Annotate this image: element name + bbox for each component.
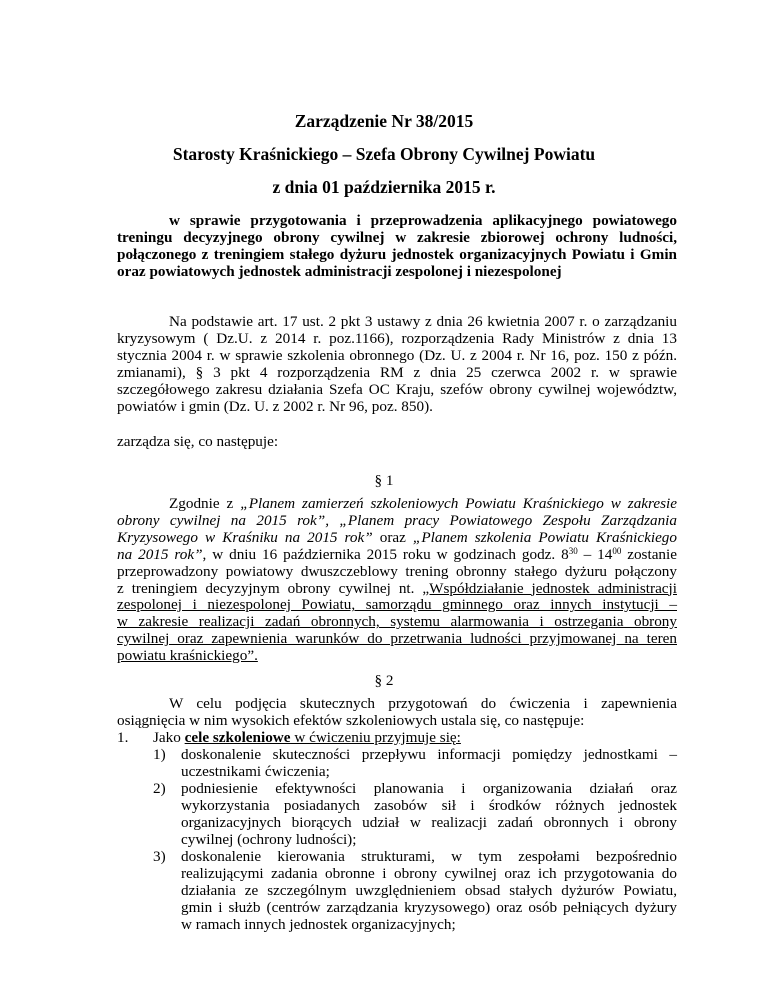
sub-line: doskonalenie kierowania strukturami, w tym zespołami bezpośrednio [181, 848, 677, 865]
list-item-1 [117, 730, 677, 747]
preamble-line: powiatów i gmin (Dz. U. z 2002 r. Nr 96, poz. 850). [117, 397, 433, 415]
preamble-line: zmianami), § 3 pkt 4 rozporządzenia RM z dnia 25 czerwca 2002 r. w sprawie [117, 363, 677, 381]
sub-item-text [181, 781, 677, 849]
time-sup: 30 [568, 545, 578, 556]
subject-line: w sprawie przygotowania i przeprowadzenia aplikacyjnego powiatowego [169, 212, 677, 229]
section-1-mark: § 1 [374, 472, 394, 489]
section-1-line [117, 530, 677, 547]
subject-line: treningu decyzyjnego obrony cywilnej w zakresie zbiorowej ochrony ludności, [117, 228, 677, 246]
sub-line: uczestnikami ćwiczenia; [181, 762, 330, 780]
text-run: Kryzysowego w Kraśniku na 2015 rok” [117, 528, 373, 546]
section-1-line: przeprowadzony powiatowy dwuszczeblowy trening obronny stałego dyżuru połączony [117, 562, 677, 580]
plan-title-1: „Planem zamierzeń szkoleniowych Powiatu Kraśnickiego w zakresie [240, 495, 678, 512]
subject-line: połączonego z treningiem stałego dyżuru jednostek organizacyjnych Powiatu i Gmin [117, 245, 677, 263]
text-run: „Planem szkolenia Powiatu Kraśnickiego [412, 528, 677, 546]
subject-line: oraz powiatowych jednostek administracji zespolonej i niezespolonej [117, 262, 562, 280]
preamble-line: stycznia 2004 r. w sprawie szkolenia obronnego (Dz. U. z 2004 r. Nr 16, poz. 150 z późn. [117, 346, 677, 364]
text-run: , w dniu 16 października 2015 roku w godzinach godz. 8 [202, 545, 569, 563]
text-run: oraz [372, 528, 413, 546]
section-2-intro [117, 696, 677, 730]
sub-line: podniesienie efektywności planowania i organizowania działań oraz [181, 780, 677, 797]
list-number: 1. [117, 729, 129, 746]
section-1-line: zespolonej i niezespolonej Powiatu, samorządu gminnego oraz innych instytucji – [117, 596, 677, 614]
sub-item-text [181, 849, 677, 934]
sub-number: 3) [153, 848, 166, 865]
sub-number: 2) [153, 780, 166, 797]
sub-line: wykorzystania posiadanych zasobów sił i środków różnych jednostek [181, 796, 677, 814]
subject-block [117, 213, 677, 281]
text-run: Jako [153, 729, 185, 746]
section-1-line: obrony cywilnej na 2015 rok”, „Planem pracy Powiatowego Zespołu Zarządzania [117, 511, 677, 529]
preamble [117, 314, 677, 415]
list-item-text [153, 730, 461, 747]
text-run: w ćwiczeniu przyjmuje się: [290, 729, 461, 746]
preamble-line: Na podstawie art. 17 ust. 2 pkt 3 ustawy z dnia 26 kwietnia 2007 r. o zarządzaniu [169, 313, 677, 330]
section-2-line: W celu podjęcia skutecznych przygotowań do ćwiczenia i zapewnienia [169, 695, 677, 712]
document-issuer: Starosty Kraśnickiego – Szefa Obrony Cywilnej Powiatu [172, 144, 596, 164]
preamble-line: kryzysowym ( Dz.U. z 2014 r. poz.1166), rozporządzenia Rady Ministrów z dnia 13 [117, 329, 677, 347]
training-topic: „Współdziałanie jednostek administracji [422, 579, 677, 597]
sub-line: w ramach innych jednostek organizacyjnych; [181, 915, 456, 933]
sub-line: organizacyjnych biorących udział w realizacji zadań obronnych i obrony [181, 813, 677, 831]
section-1-line [117, 581, 677, 598]
sub-line: cywilnej (ochrony ludności); [181, 830, 357, 848]
text-run: na 2015 rok” [117, 545, 203, 563]
sub-line: działania ze szczególnym uwzględnieniem obsad stałych dyżurów Powiatu, [181, 881, 677, 899]
sub-line: realizującymi zadania obronne i obrony cywilnej oraz ich przygotowania do [181, 864, 677, 882]
section-1-line: powiatu kraśnickiego”. [117, 647, 258, 665]
time-sup: 00 [612, 545, 622, 556]
text-run: z treningiem decyzyjnym obrony cywilnej nt. [117, 579, 423, 597]
sub-line: gmin i służb (centrów zarządzania kryzysowego) oraz osób pełniących dyżury [181, 898, 677, 916]
document-date: z dnia 01 października 2015 r. [272, 177, 496, 197]
section-2-mark: § 2 [374, 672, 394, 689]
sub-line: doskonalenie skuteczności przepływu informacji pomiędzy jednostkami – [181, 746, 677, 763]
section-1-body [117, 496, 677, 665]
sub-number: 1) [153, 746, 166, 763]
section-1-line: cywilnej oraz zapewnienia warunków do przetrwania ludności przyjmowanej na teren [117, 630, 677, 648]
sub-item-text [181, 747, 677, 781]
text-run: – 14 [577, 545, 613, 563]
text-run: Zgodnie z [169, 495, 241, 512]
preamble-line: szczegółowego zakresu działania Szefa OC Kraju, szefów obrony cywilnej województw, [117, 380, 677, 398]
emphasis-text: cele szkoleniowe [184, 729, 291, 746]
section-2-line: osiągnięcia w nim wysokich efektów szkoleniowych ustala się, co następuje: [117, 711, 585, 729]
section-1-line: w zakresie realizacji zadań obronnych, systemu alarmowania i ostrzegania obrony [117, 613, 677, 631]
text-run: zostanie [621, 545, 677, 563]
document-title: Zarządzenie Nr 38/2015 [294, 111, 474, 131]
section-1-line [117, 496, 677, 513]
section-1-line [117, 547, 677, 564]
decree-line: zarządza się, co następuje: [117, 433, 279, 450]
